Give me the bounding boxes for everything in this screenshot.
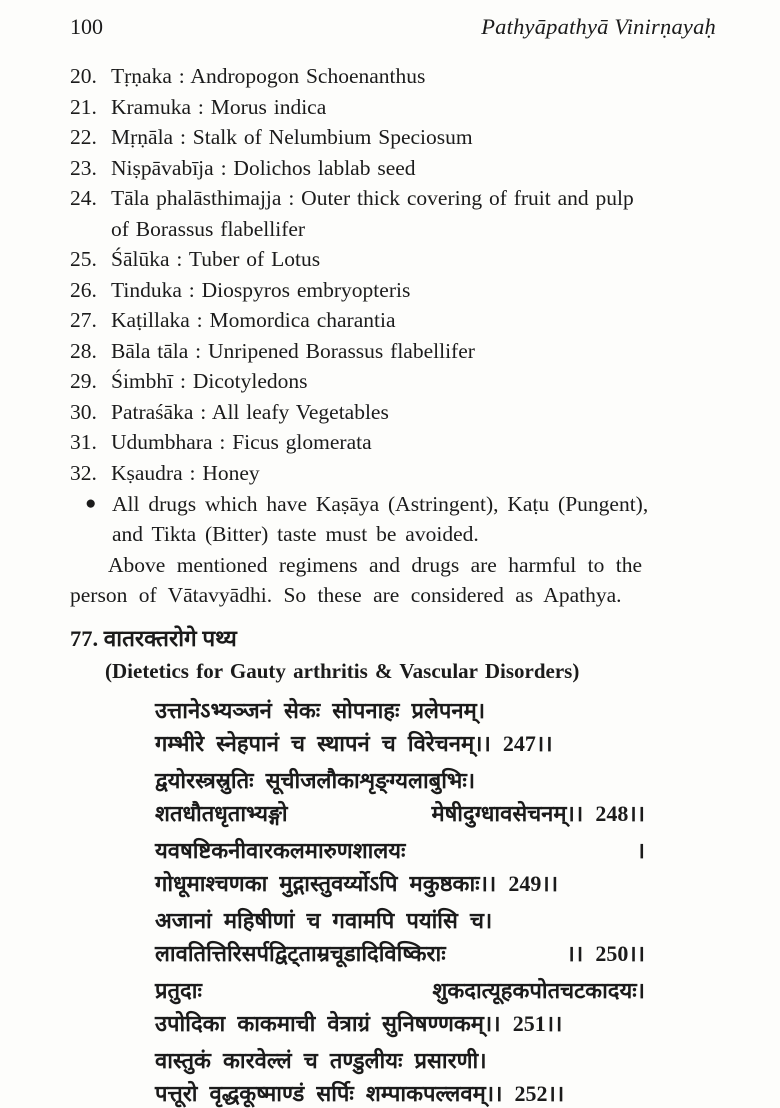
verse-line-left: वास्तुकं कारवेल्लं च तण्डुलीयः प्रसारणी। bbox=[155, 1047, 487, 1073]
page-header bbox=[70, 14, 716, 40]
item-text bbox=[111, 183, 716, 244]
list-item bbox=[70, 153, 716, 184]
bullet-note-line1: All drugs which have Kaṣāya (Astringent), Kaṭu (Pungent), bbox=[112, 491, 649, 516]
verse-line bbox=[155, 937, 645, 970]
verse-line-left: अजानां महिषीणां च गवामपि पयांसि च। bbox=[155, 907, 493, 933]
list-item bbox=[70, 183, 716, 244]
verse-line bbox=[155, 1044, 645, 1077]
list-item bbox=[70, 305, 716, 336]
paragraph-line1: Above mentioned regimens and drugs are harmful to the bbox=[108, 552, 642, 577]
list-item bbox=[70, 244, 716, 275]
glossary-list bbox=[70, 61, 716, 488]
list-item bbox=[70, 275, 716, 306]
verse-line-left: लावतित्तिरिसर्पद्विट्ताम्रचूडादिविष्किराः bbox=[155, 940, 446, 966]
paragraph-line2: person of Vātavyādhi. So these are considered as Apathya. bbox=[70, 583, 622, 607]
item-number: 29. bbox=[70, 369, 97, 393]
item-text: Niṣpāvabīja : Dolichos lablab seed bbox=[111, 155, 416, 180]
section-number: 77. bbox=[70, 625, 99, 651]
list-item bbox=[70, 92, 716, 123]
item-text-line1: Tāla phalāsthimajja : Outer thick covering of fruit and pulp bbox=[111, 186, 634, 210]
section-heading bbox=[70, 622, 716, 653]
item-number: 27. bbox=[70, 308, 97, 332]
item-number: 26. bbox=[70, 277, 97, 302]
running-title: Pathyāpathyā Vinirṇayaḥ bbox=[481, 14, 716, 39]
verse-line bbox=[155, 694, 645, 727]
verse-line bbox=[155, 904, 645, 937]
list-item bbox=[70, 427, 716, 458]
verse-couplet bbox=[155, 1044, 645, 1108]
item-text: Bāla tāla : Unripened Borassus flabellifer bbox=[111, 338, 475, 363]
verse-line-left: यवषष्टिकनीवारकलमारुणशालयः bbox=[155, 837, 406, 863]
list-item bbox=[70, 366, 716, 397]
list-item bbox=[70, 122, 716, 153]
verse-block bbox=[155, 694, 645, 1108]
item-text: Śālūka : Tuber of Lotus bbox=[111, 247, 321, 271]
verse-line bbox=[155, 867, 645, 900]
section-title-devanagari: वातरक्तरोगे पथ्य bbox=[103, 625, 237, 651]
item-number: 32. bbox=[70, 460, 97, 485]
verse-line bbox=[155, 727, 645, 760]
item-number: 30. bbox=[70, 399, 97, 424]
verse-line-right: शुकदात्यूहकपोतचटकादयः। bbox=[432, 977, 645, 1003]
list-item bbox=[70, 458, 716, 489]
item-number: 31. bbox=[70, 430, 97, 454]
verse-couplet bbox=[155, 974, 645, 1040]
section-subtitle: (Dietetics for Gauty arthritis & Vascular Disorders) bbox=[105, 658, 580, 683]
verse-line-left: प्रतुदाः bbox=[155, 977, 202, 1003]
verse-line-left: द्वयोरस्त्रस्रुतिः सूचीजलौकाशृङ्ग्यलाबुभिः। bbox=[155, 767, 476, 793]
verse-line bbox=[155, 797, 645, 830]
verse-line-left: गम्भीरे स्नेहपानं च स्थापनं च विरेचनम्।। 247।। bbox=[155, 730, 553, 756]
closing-paragraph bbox=[70, 550, 716, 611]
page-number: 100 bbox=[70, 14, 103, 39]
item-text: Kṣaudra : Honey bbox=[111, 460, 260, 485]
bullet-note-line2: and Tikta (Bitter) taste must be avoided. bbox=[112, 522, 479, 546]
item-text: Mṛṇāla : Stalk of Nelumbium Speciosum bbox=[111, 125, 473, 149]
item-text: Patraśāka : All leafy Vegetables bbox=[111, 399, 389, 424]
bullet-note bbox=[70, 489, 716, 550]
list-item bbox=[70, 61, 716, 92]
item-number: 22. bbox=[70, 125, 97, 149]
bullet-note-text bbox=[112, 489, 706, 550]
item-number: 24. bbox=[70, 186, 97, 210]
verse-line-right: । bbox=[636, 837, 645, 863]
verse-line bbox=[155, 764, 645, 797]
item-text: Tṛṇaka : Andropogon Schoenanthus bbox=[111, 64, 426, 88]
verse-couplet bbox=[155, 904, 645, 970]
item-text-line2: of Borassus flabellifer bbox=[111, 216, 306, 241]
verse-line-left: उत्तानेऽभ्यञ्जनं सेकः सोपनाहः प्रलेपनम्। bbox=[155, 697, 486, 723]
item-number: 25. bbox=[70, 247, 97, 271]
verse-couplet bbox=[155, 834, 645, 900]
verse-line-left: पत्तूरो वृद्धकूष्माण्डं सर्पिः शम्पाकपल्लवम्।। 252।। bbox=[155, 1080, 565, 1106]
item-text: Kramuka : Morus indica bbox=[111, 94, 327, 119]
verse-line-left: गोधूमाश्चणका मुद्गास्तुवर्य्योऽपि मकुष्ठकाः।। 249।। bbox=[155, 870, 559, 896]
verse-line bbox=[155, 1077, 645, 1108]
verse-line-left: उपोदिका काकमाची वेत्राग्रं सुनिषण्णकम्।। 251।। bbox=[155, 1010, 563, 1036]
list-item bbox=[70, 336, 716, 367]
verse-line bbox=[155, 1007, 645, 1040]
item-number: 21. bbox=[70, 94, 97, 119]
item-text: Śimbhī : Dicotyledons bbox=[111, 369, 308, 393]
list-item bbox=[70, 397, 716, 428]
item-number: 28. bbox=[70, 338, 97, 363]
verse-line bbox=[155, 974, 645, 1007]
verse-line-right: ।। 250।। bbox=[566, 940, 645, 966]
item-number: 20. bbox=[70, 64, 97, 88]
item-text: Tinduka : Diospyros embryopteris bbox=[111, 277, 411, 302]
item-text: Udumbhara : Ficus glomerata bbox=[111, 430, 372, 454]
verse-line-left: शतधौतधृताभ्यङ्गो bbox=[155, 800, 288, 826]
item-text: Kaṭillaka : Momordica charantia bbox=[111, 308, 396, 332]
item-number: 23. bbox=[70, 155, 97, 180]
bullet-icon: ● bbox=[85, 492, 97, 514]
verse-couplet bbox=[155, 694, 645, 760]
verse-couplet bbox=[155, 764, 645, 830]
verse-line bbox=[155, 834, 645, 867]
verse-line-right: मेषीदुग्धावसेचनम्।। 248।। bbox=[431, 800, 645, 826]
